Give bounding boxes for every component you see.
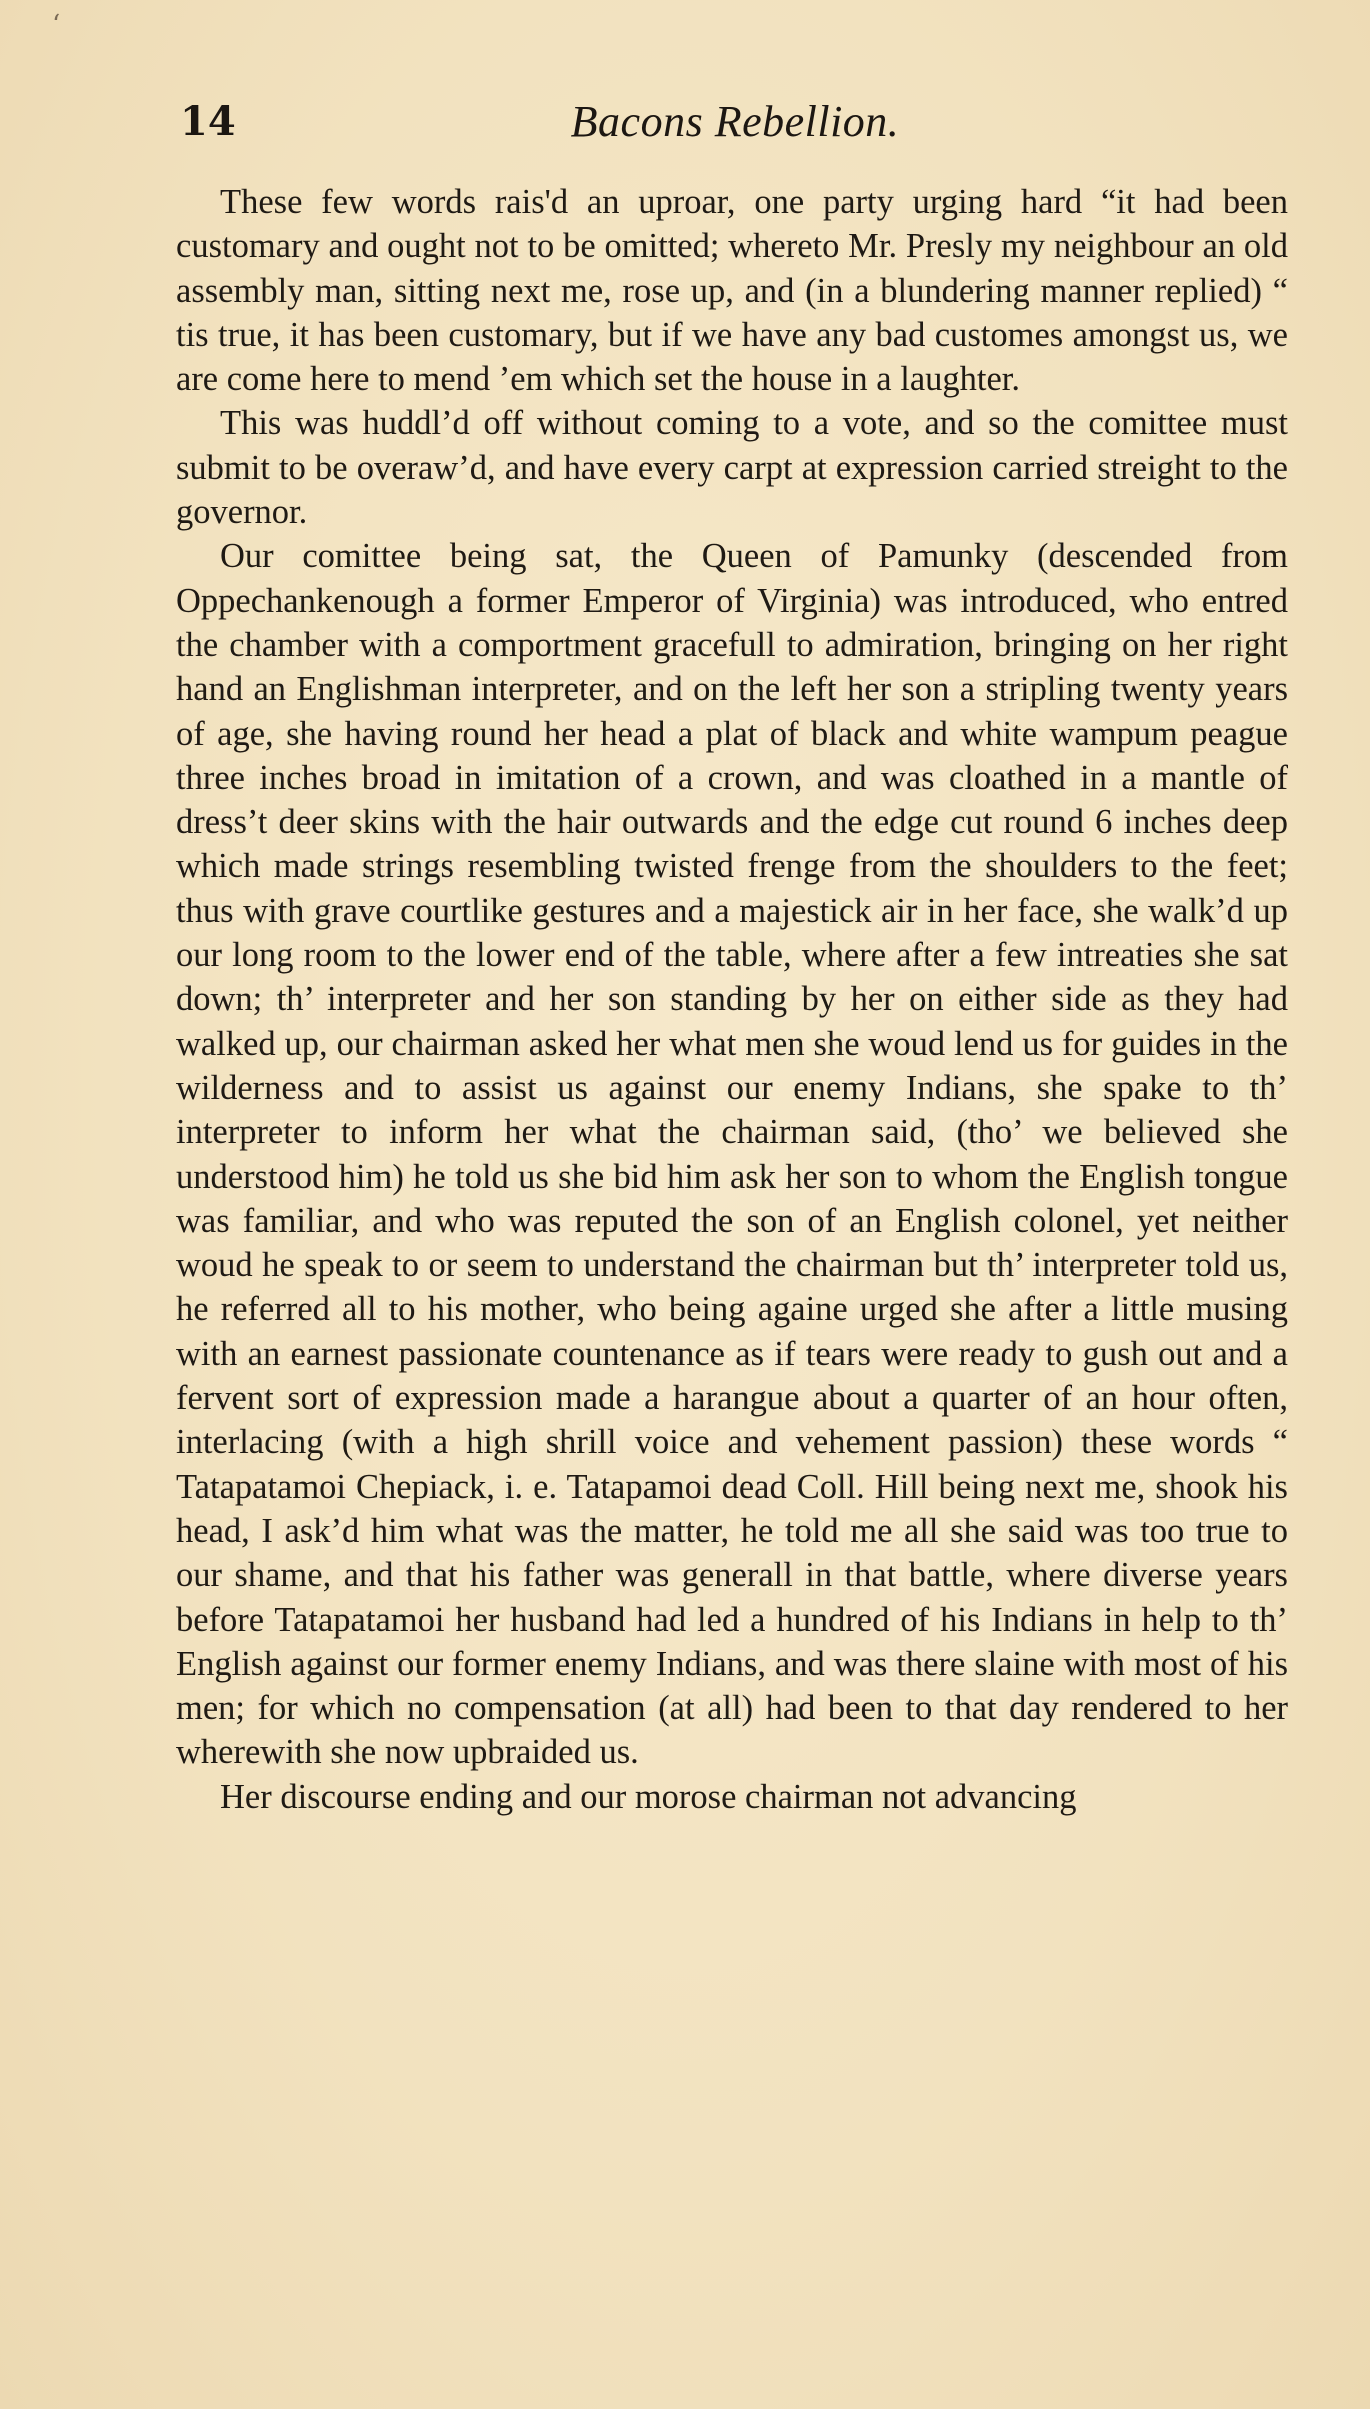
page-number: 14 (180, 98, 236, 145)
body-text (176, 180, 1288, 1819)
corner-ink-mark: ‘ (52, 10, 61, 40)
paragraph: These few words rais'd an uproar, one party urging hard “it had been customary and ought not to be omitted; whereto Mr. Presly my neighbour an old assembly man, sitting next me, rose up, and (in a blundering manner replied) “ tis true, it has been customary, but if we have any bad customes amongst us, we are come here to mend ’em which set the house in a laughter. (176, 183, 1288, 399)
page-header (180, 92, 1290, 162)
paragraph: Her discourse ending and our morose chairman not advancing (220, 1777, 1077, 1816)
paragraph: This was huddl’d off without coming to a vote, and so the comittee must submit to be overaw’d, and have every carpt at expression carried streight to the governor. (176, 404, 1288, 532)
running-title: Bacons Rebellion. (570, 97, 900, 146)
paragraph: Our comittee being sat, the Queen of Pamunky (descended from Oppechankenough a former Emperor of Virginia) was introduced, who entred the chamber with a comportment gracefull to admiration, bringing on her right hand an Englishman interpreter, and on the left her son a stripling twenty years of age, she having round her head a plat of black and white wampum peague three inches broad in imitation of a crown, and was cloathed in a mantle of dress’t deer skins with the hair outwards and the edge cut round 6 inches deep which made strings resembling twisted frenge from the shoulders to the feet; thus with grave courtlike gestures and a majestick air in her face, she walk’d up our long room to the lower end of the table, where after a few intreaties she sat down; th’ interpreter and her son standing by her on either side as they had walked up, our chairman asked her what men she woud lend us for guides in the wilderness and to assist us against our enemy Indians, she spake to th’ interpreter to inform her what the chairman said, (tho’ we believed she understood him) he told us she bid him ask her son to whom the English tongue was familiar, and who was reputed the son of an English colonel, yet neither woud he speak to or seem to understand the chairman but th’ interpreter told us, he referred all to his mother, who being againe urged she after a little musing with an earnest passionate countenance as if tears were ready to gush out and a fervent sort of expression made a harangue about a quarter of an hour often, interlacing (with a high shrill voice and vehement passion) these words “ Tatapatamoi Chepiack, i. e. Tatapamoi dead Coll. Hill being next me, shook his head, I ask’d him what was the matter, he told me all she said was too true to our shame, and that his father was generall in that battle, where diverse years before Tatapatamoi her husband had led a hundred of his Indians in help to th’ English against our former enemy Indians, and was there slaine with most of his men; for which no compensation (at all) had been to that day rendered to her wherewith she now upbraided us. (176, 537, 1288, 1772)
